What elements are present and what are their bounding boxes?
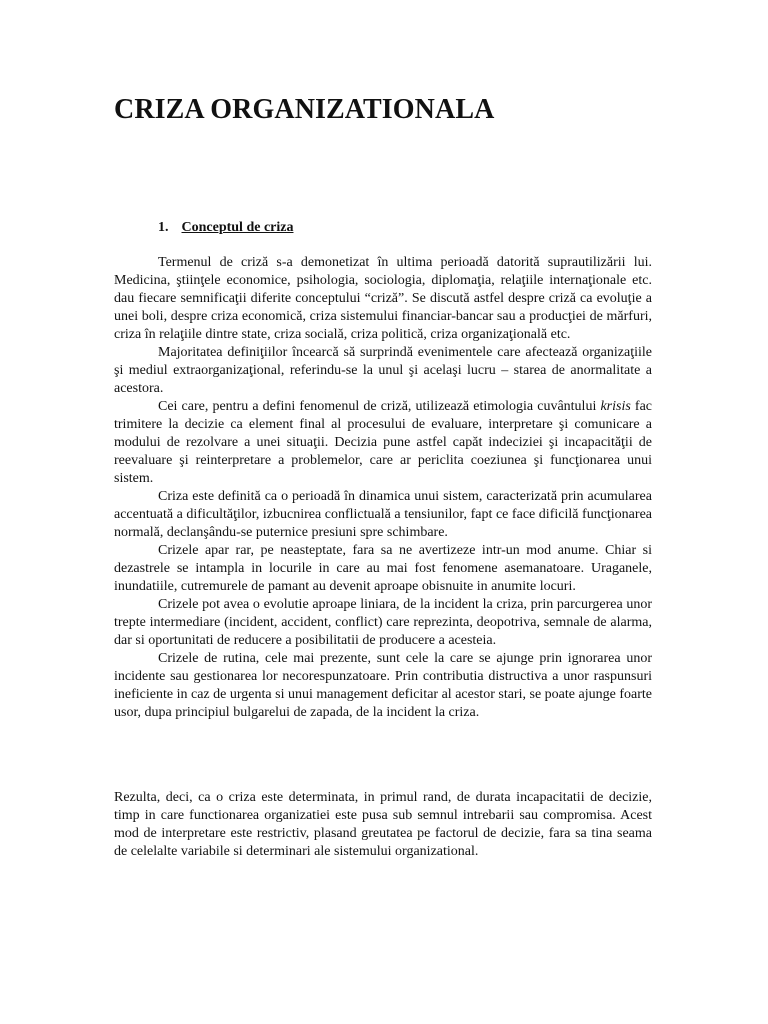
paragraph-routine-crises: Crizele de rutina, cele mai prezente, sunt cele la care se ajunge prin ignorarea unor incidente sau gestionarea lor necorespunzatoare. Prin contributia distructiva a unor raspunsuri ineficiente in caz de urgenta si unui management deficitar al acestor stari, se poate ajunge foarte usor, dupa principiul bulgarelui de zapada, de la incident la criza. [114, 651, 652, 720]
document-title: CRIZA ORGANIZATIONALA [114, 94, 495, 125]
paragraph-etymology [114, 398, 652, 488]
section-number: 1. [158, 220, 169, 235]
paragraph-crisis-evolution: Crizele pot avea o evolutie aproape liniara, de la incident la criza, prin parcurgerea unor trepte intermediare (incident, accident, conflict) care reprezinta, deopotriva, semnale de alarma, dar si oportunitati de reducere a posibilitatii de producere a acesteia. [114, 597, 652, 648]
section-title: Conceptul de criza [181, 220, 294, 235]
paragraph-crisis-term: Termenul de criză s-a demonetizat în ultima perioadă datorită suprautilizării lui. Medicina, ştiinţele economice, psihologia, sociologia, diplomaţia, relaţiile internaţionale etc. dau fiecare semnificaţii diferite conceptului “criză”. Se discută astfel despre criză ca evoluţie a unei boli, despre criza economică, criza sistemului financiar-bancar sau a producţiei de mărfuri, criza în relaţiile dintre state, criza socială, criza politică, criza organizaţională etc. [114, 255, 652, 342]
paragraph-etymology-text-before: Cei care, pentru a defini fenomenul de criză, utilizează etimologia cuvântului [158, 399, 601, 414]
paragraph-etymology-text-after: fac trimitere la decizie ca element final al procesului de evaluare, interpretare şi comunicare a modului de rezolvare a unei situaţii. Decizia pune astfel capăt indeciziei şi incapacităţii de reevaluare şi reinterpretare a problemelor, care ar periclita coeziunea şi funcţionarea unui sistem. [114, 399, 652, 486]
krisis-term: krisis [600, 399, 631, 414]
conclusion-paragraph: Rezulta, deci, ca o criza este determinata, in primul rand, de durata incapacitatii de decizie, timp in care functionarea organizatiei este pusa sub semnul intrebarii sau compromisa. Acest mod de interpretare este restrictiv, plasand greutatea pe factorul de decizie, fara sa tina seama de celelalte variabile si determinari ale sistemului organizational. [114, 790, 652, 859]
section-heading [158, 220, 293, 237]
paragraph-crisis-definition: Criza este definită ca o perioadă în dinamica unui sistem, caracterizată prin acumularea accentuată a dificultăţilor, izbucnirea conflictuală a tensiunilor, fapt ce face dificilă funcţionarea normală, declanşându-se puternice presiuni spre schimbare. [114, 489, 652, 540]
section-body [114, 254, 652, 722]
paragraph-crisis-occurrence: Crizele apar rar, pe neasteptate, fara sa ne avertizeze intr-un mod anume. Chiar si dezastrele se intampla in locurile in care au mai fost fenomene asemanatoare. Uraganele, inundatiile, cutremurele de pamant au devenit aproape obisnuite in anumite locuri. [114, 543, 652, 594]
paragraph-definitions: Majoritatea definiţiilor încearcă să surprindă evenimentele care afectează organizaţiile şi mediul extraorganizaţional, referindu-se la unul şi acelaşi lucru – starea de anormalitate a acestora. [114, 345, 652, 396]
